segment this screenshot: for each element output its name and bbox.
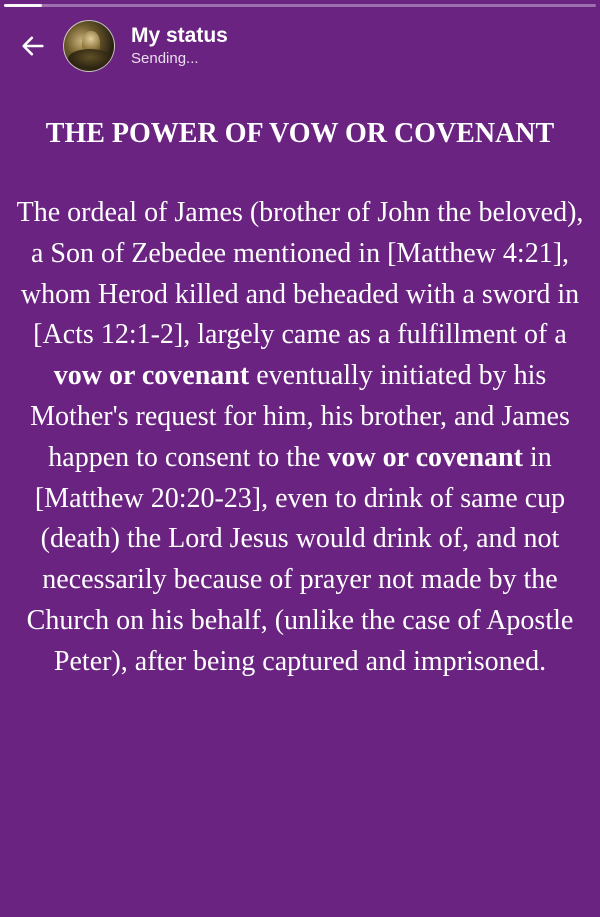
post-text-segment: eventually initiated by his Mother's request for him, his brother, and James happen to consent to the xyxy=(30,360,570,473)
back-button[interactable] xyxy=(13,26,53,66)
arrow-left-icon xyxy=(19,32,47,60)
status-progress-fill xyxy=(4,4,42,7)
post-emphasis: vow or covenant xyxy=(327,441,523,473)
post-text-segment: The ordeal of James (brother of John the beloved), a Son of Zebedee mentioned in [Matthew 4:21], whom Herod killed and beheaded with a sword in [Acts 12:1-2], largely came as a fulfillment of a xyxy=(16,197,584,351)
post-text-segment: in [Matthew 20:20-23], even to drink of same cup (death) the Lord Jesus would drink of, and not necessarily because of prayer not made by the Church on his behalf, (unlike the case of Apostle Peter), after being captured and imprisoned. xyxy=(26,441,574,677)
post-heading: THE POWER OF VOW OR COVENANT xyxy=(45,118,555,149)
status-subtitle: Sending... xyxy=(131,50,199,67)
post-emphasis: vow or covenant xyxy=(53,360,250,392)
avatar[interactable] xyxy=(63,20,115,72)
status-header xyxy=(0,14,600,78)
post-body xyxy=(14,193,586,683)
status-title: My status xyxy=(131,24,228,47)
status-content xyxy=(14,112,586,683)
status-title-group xyxy=(131,23,228,69)
status-progress-bar xyxy=(4,4,596,7)
